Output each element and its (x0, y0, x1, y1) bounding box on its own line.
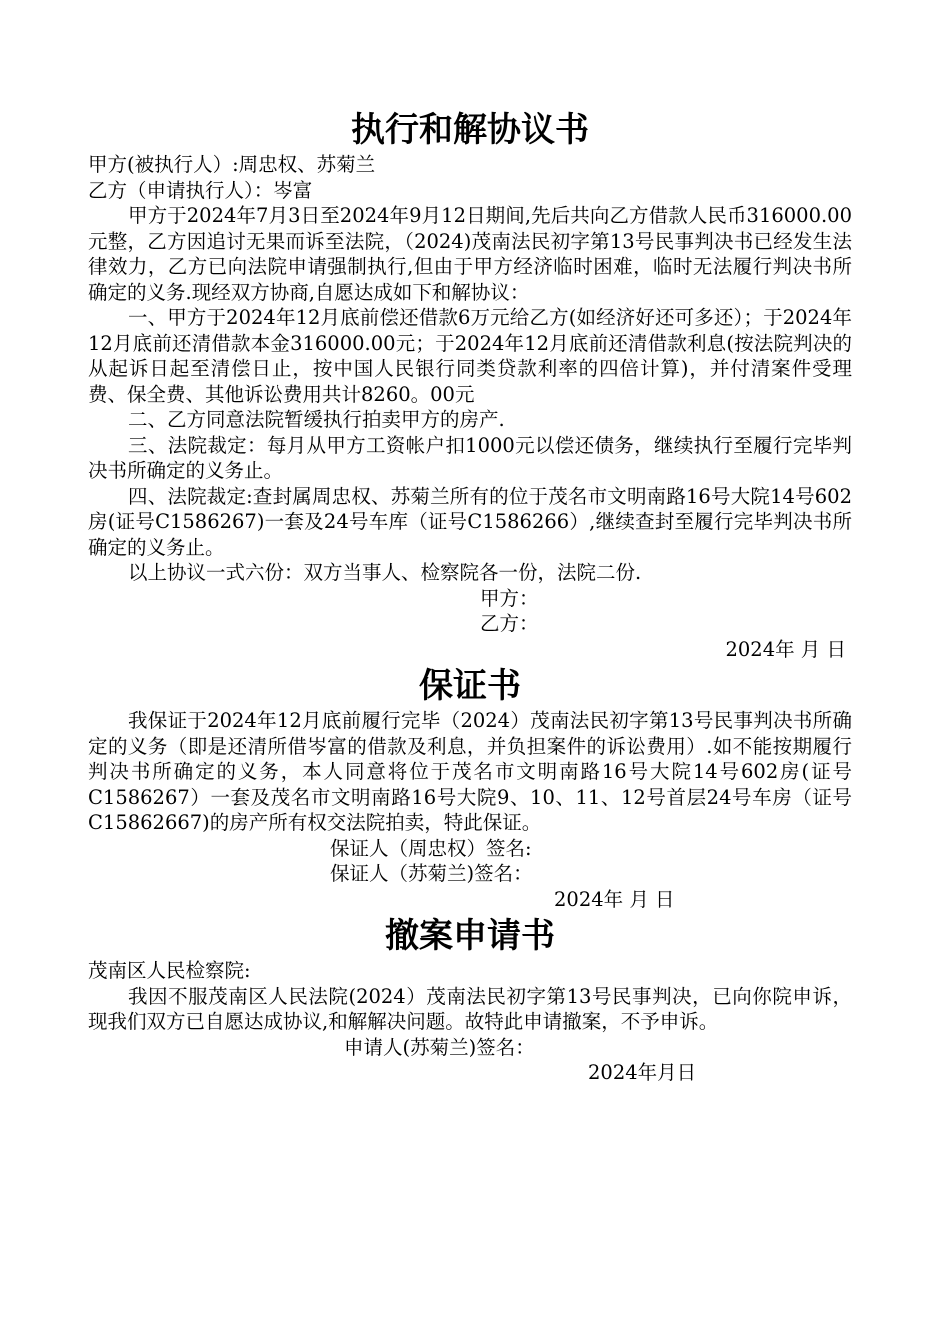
guarantee-body: 我保证于2024年12月底前履行完毕（2024）茂南法民初字第13号民事判决书所确定的义务（即是还清所借岑富的借款及利息，并负担案件的诉讼费用）.如不能按期履行判决书所确定的义务，本人同意将位于茂名市文明南路16号大院14号602房(证号C1586267）一套及茂名市文明南路16号大院9、10、11、12号首层24号车房（证号C15862667)的房产所有权交法院拍卖，特此保证。 (88, 709, 852, 834)
agreement-title: 执行和解协议书 (351, 110, 589, 150)
guarantee-title: 保证书 (419, 666, 521, 706)
withdrawal-body: 我因不服茂南区人民法院(2024）茂南法民初字第13号民事判决，已向你院申诉，现我们双方已自愿达成协议,和解解决问题。故特此申请撤案，不予申诉。 (88, 984, 852, 1033)
agreement-clause-1: 一、甲方于2024年12月底前偿还借款6万元给乙方(如经济好还可多还）；于2024年12月底前还清借款本金316000.00元；于2024年12月底前还清借款利息(按法院判决的从起诉日起至清偿日止，按中国人民银行同类贷款利率的四倍计算)，并付清案件受理费、保全费、其他诉讼费用共计8260。00元 (88, 306, 852, 406)
agreement-clause-4: 四、法院裁定:查封属周忠权、苏菊兰所有的位于茂名市文明南路16号大院14号602房(证号C1586267)一套及24号车库（证号C1586266）,继续查封至履行完毕判决书所确定的义务止。 (88, 484, 852, 559)
document-page (88, 108, 852, 1086)
guarantor-signature-1: 保证人（周忠权）签名: (330, 836, 532, 860)
party-b: 乙方（申请执行人）：岑富 (88, 178, 313, 202)
guarantor-signature-2: 保证人（苏菊兰)签名： (330, 862, 533, 885)
withdrawal-addressee: 茂南区人民检察院: (88, 959, 251, 982)
withdrawal-title: 撤案申请书 (385, 916, 555, 956)
signature-party-a: 甲方： (480, 586, 539, 610)
agreement-clause-3: 三、法院裁定：每月从甲方工资帐户扣1000元以偿还债务，继续执行至履行完毕判决书所确定的义务止。 (88, 433, 852, 482)
applicant-signature: 申请人(苏菊兰)签名： (344, 1035, 535, 1059)
agreement-date: 2024年 月 日 (725, 637, 846, 661)
agreement-intro: 甲方于2024年7月3日至2024年9月12日期间,先后共向乙方借款人民币316000.00元整，乙方因追讨无果而诉至法院，（2024)茂南法民初字第13号民事判决书已经发生法律效力，乙方已向法院申请强制执行,但由于甲方经济临时困难，临时无法履行判决书所确定的义务.现经双方协商,自愿达成如下和解协议： (88, 204, 852, 304)
signature-party-b: 乙方： (480, 612, 539, 635)
guarantee-date: 2024年 月 日 (554, 887, 675, 911)
agreement-copies: 以上协议一式六份：双方当事人、检察院各一份，法院二份. (128, 561, 642, 584)
party-a: 甲方(被执行人）:周忠权、苏菊兰 (88, 153, 376, 176)
agreement-clause-2: 二、乙方同意法院暂缓执行拍卖甲方的房产. (128, 408, 505, 431)
withdrawal-date: 2024年月日 (588, 1061, 697, 1084)
